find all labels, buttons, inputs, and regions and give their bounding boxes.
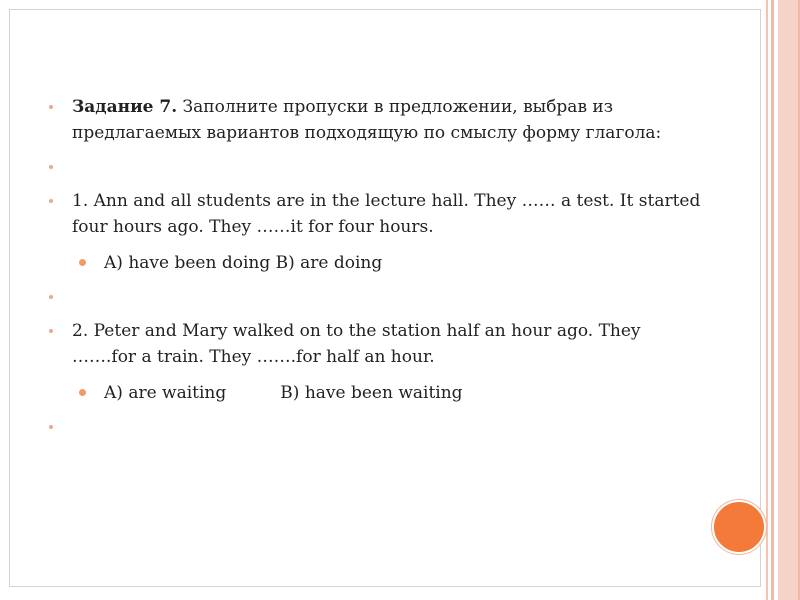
empty-bullet-line — [49, 414, 709, 440]
decor-stripe — [771, 0, 774, 600]
question-2-options — [49, 380, 709, 406]
options-text: A) are waiting B) have been waiting — [104, 383, 463, 403]
question-text: 2. Peter and Mary walked on to the station half an hour ago. They …….for a train. They …….for half an hour. — [72, 321, 641, 367]
question-1 — [49, 188, 709, 240]
bullet-icon — [49, 295, 53, 299]
task-instruction: Заполните пропуски в предложении, выбрав из предлагаемых вариантов подходящую по смыслу форму глагола: — [72, 97, 662, 143]
bullet-icon — [49, 105, 53, 109]
sub-bullet-icon — [79, 259, 86, 266]
empty-bullet-line — [49, 284, 709, 310]
bullet-icon — [49, 329, 53, 333]
empty-bullet-line — [49, 154, 709, 180]
bullet-icon — [49, 165, 53, 169]
options-text: A) have been doing B) are doing — [104, 253, 383, 273]
decor-stripe — [778, 0, 798, 600]
decor-stripe — [766, 0, 768, 600]
question-text: 1. Ann and all students are in the lecture hall. They …… a test. It started four hours ago. They ……it for four hours. — [72, 191, 701, 237]
decor-circle — [712, 500, 766, 554]
bullet-icon — [49, 199, 53, 203]
sub-bullet-icon — [79, 389, 86, 396]
task-heading: Задание 7. — [72, 97, 178, 117]
question-2 — [49, 318, 709, 370]
slide-content — [49, 94, 709, 440]
question-1-options — [49, 250, 709, 276]
bullet-icon — [49, 425, 53, 429]
task-paragraph — [49, 94, 709, 146]
